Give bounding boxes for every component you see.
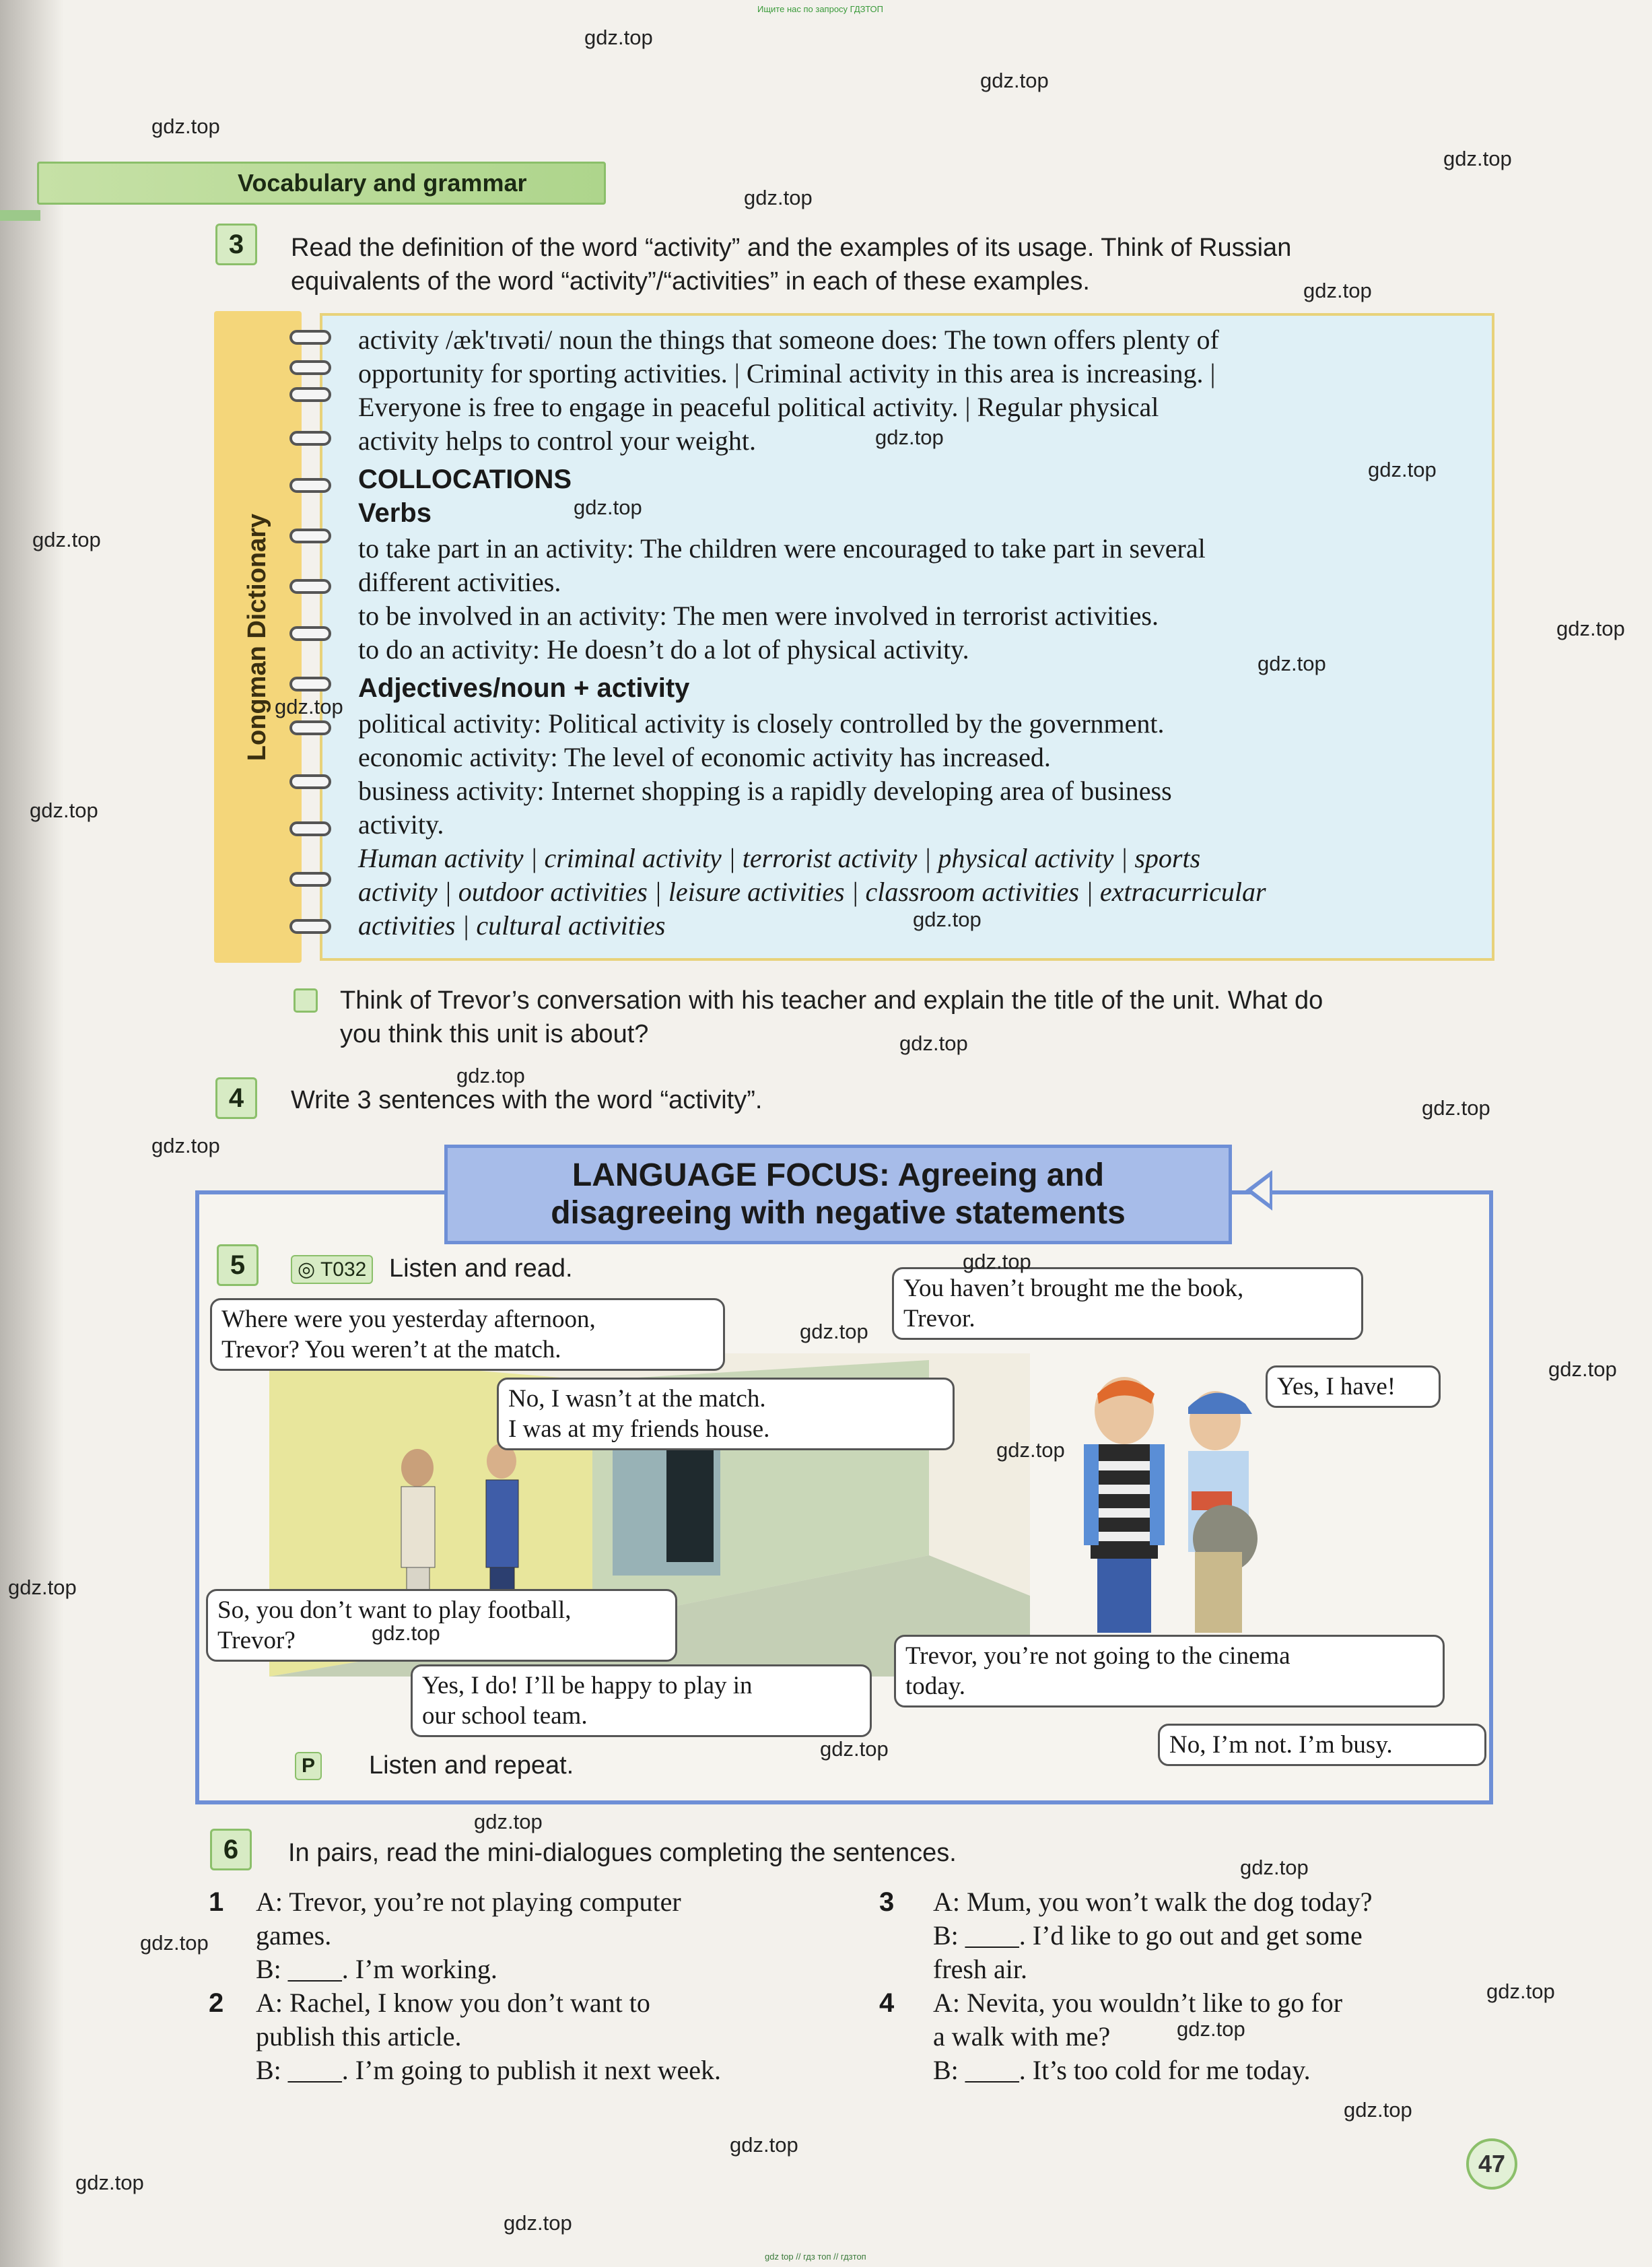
binder-ring [289,919,331,934]
exercise-6-number: 6 [210,1829,252,1870]
top-notice: Ищите нас по запросу ГДЗТОП [757,4,884,14]
speech-bubble [1266,1365,1441,1408]
dialogue-line: A: Mum, you won’t walk the dog today? [933,1887,1373,1917]
trevor-body [486,1480,518,1567]
bubble-line: Yes, I have! [1277,1373,1396,1400]
exercise-5-text: Listen and read. [389,1254,573,1283]
spine-green-mark [0,210,40,221]
watermark: gdz.top [1177,2017,1245,2041]
section-title: Vocabulary and grammar [37,162,606,205]
verbs-heading: Verbs [358,498,432,528]
watermark: gdz.top [913,908,982,931]
watermark: gdz.top [1368,458,1437,481]
dialogue-line: A: Rachel, I know you don’t want to [256,1988,650,2018]
dictionary-tab-label: Longman Dictionary [243,513,272,761]
watermark: gdz.top [963,1250,1031,1273]
dictionary-line: different activities. [358,567,561,597]
watermark: gdz.top [584,26,653,49]
language-focus-line-1: LANGUAGE FOCUS: Agreeing and [572,1157,1105,1193]
boy1-jeans [1097,1559,1151,1633]
arrow-icon-inner [1252,1177,1270,1204]
speech-bubble [1158,1724,1486,1766]
bubble-line: No, I wasn’t at the match. [508,1385,766,1413]
watermark: gdz.top [820,1737,889,1761]
watermark: gdz.top [1422,1096,1490,1120]
item-number: 1 [209,1887,224,1917]
watermark: gdz.top [151,114,220,138]
dialogue-line: B: ____. I’m going to publish it next week. [256,2055,722,2085]
dictionary-line: business activity: Internet shopping is a rapidly developing area of business [358,776,1172,806]
watermark: gdz.top [456,1064,525,1087]
dialogue-line: A: Trevor, you’re not playing computer [256,1887,681,1917]
item-number: 2 [209,1988,224,2018]
bubble-line: Where were you yesterday afternoon, [221,1306,596,1333]
doorway [666,1434,714,1562]
watermark: gdz.top [1443,147,1512,170]
dictionary-line: activity /æk'tɪvəti/ noun the things that someone does: The town offers plenty of [358,325,1219,355]
watermark: gdz.top [574,496,642,519]
watermark: gdz.top [1303,279,1372,302]
binder-ring [289,872,331,887]
pronunciation-tag: P [295,1752,322,1780]
listen-repeat-text: Listen and repeat. [369,1751,574,1780]
watermark: gdz.top [1486,1980,1555,2003]
binder-ring [289,579,331,594]
dictionary-line: activities | cultural activities [358,910,666,941]
think-line-2: you think this unit is about? [340,1020,649,1048]
bubble-line: I was at my friends house. [508,1415,770,1443]
boy1-vest [1150,1444,1165,1545]
boy1-stripe [1091,1461,1158,1470]
item-number: 4 [879,1988,895,2018]
speech-bubble [894,1635,1445,1707]
dialogue-line: B: ____. I’m working. [256,1954,497,1984]
exercise-3-number: 3 [215,224,257,265]
speech-bubble [206,1589,677,1662]
bubble-line: Trevor. [903,1305,975,1332]
dictionary-line: to be involved in an activity: The men were involved in terrorist activities. [358,601,1159,631]
boy2-cap [1188,1393,1252,1414]
bubble-line: Trevor? You weren’t at the match. [221,1336,561,1363]
boy1-stripe [1091,1532,1158,1541]
boy1-stripe [1091,1508,1158,1518]
audio-track-id: T032 [320,1258,367,1281]
dialogue-line: A: Nevita, you wouldn’t like to go for [933,1988,1343,2018]
watermark: gdz.top [899,1031,968,1055]
binder-ring [289,387,331,402]
binder-ring [289,431,331,446]
watermark: gdz.top [800,1320,868,1343]
teacher-body [401,1487,435,1567]
watermark: gdz.top [1548,1357,1617,1381]
watermark: gdz.top [744,186,813,209]
watermark: gdz.top [32,528,101,551]
exercise-4-number: 4 [215,1077,257,1119]
dictionary-line: Everyone is free to engage in peaceful political activity. | Regular physical [358,392,1159,422]
binder-ring [289,478,331,493]
page-spine-shadow [0,0,64,2267]
page-number: 47 [1466,2138,1517,2190]
boy2-trousers [1195,1552,1242,1633]
task-marker-icon [294,988,318,1013]
audio-track-tag[interactable] [291,1255,373,1284]
exercise-4-text: Write 3 sentences with the word “activity”. [291,1086,763,1114]
binder-ring [289,774,331,789]
dictionary-line: Human activity | criminal activity | terrorist activity | physical activity | sports [358,843,1201,873]
binder-ring [289,360,331,375]
binder-ring [289,626,331,641]
watermark: gdz.top [1344,2098,1412,2122]
bubble-line: Trevor, you’re not going to the cinema [905,1642,1290,1670]
watermark: gdz.top [474,1810,543,1833]
dictionary-line: political activity: Political activity is closely controlled by the government. [358,708,1165,739]
exercise-5-number: 5 [217,1244,259,1286]
watermark: gdz.top [372,1621,440,1645]
watermark: gdz.top [1240,1856,1309,1879]
watermark: gdz.top [1556,617,1625,640]
speech-bubble [892,1267,1363,1340]
adjectives-heading: Adjectives/noun + activity [358,673,690,703]
teacher-head [401,1449,434,1487]
speech-bubble [210,1298,725,1371]
binder-ring [289,529,331,543]
dictionary-line: to do an activity: He doesn’t do a lot of physical activity. [358,634,969,665]
watermark: gdz.top [1258,652,1326,675]
dialogue-line: fresh air. [933,1954,1027,1984]
language-focus-line-2: disagreeing with negative statements [551,1195,1126,1231]
boy1-stripe [1091,1485,1158,1494]
bubble-line: today. [905,1672,966,1700]
binder-ring [289,677,331,691]
boy1-vest [1084,1444,1099,1545]
watermark: gdz.top [8,1576,77,1599]
audio-icon: ◎ [298,1258,316,1281]
exercise-3-line-2: equivalents of the word “activity”/“activities” in each of these examples. [291,267,1090,296]
dialogue-line: games. [256,1920,332,1951]
collocations-heading: COLLOCATIONS [358,465,572,494]
bubble-line: Trevor? [217,1627,296,1654]
exercise-3-line-1: Read the definition of the word “activity” and the examples of its usage. Think of Russian [291,234,1292,262]
watermark: gdz.top [75,2171,144,2194]
language-focus-title [444,1145,1232,1244]
watermark: gdz.top [275,695,343,718]
dictionary-line: opportunity for sporting activities. | Criminal activity in this area is increasing. | [358,358,1216,388]
watermark: gdz.top [30,799,98,822]
bubble-line: our school team. [422,1702,588,1730]
illustration-two-boys [1023,1367,1306,1636]
watermark: gdz.top [504,2211,572,2235]
exercise-6-text: In pairs, read the mini-dialogues completing the sentences. [288,1839,957,1867]
bubble-line: You haven’t brought me the book, [903,1275,1244,1302]
dialogue-line: B: ____. I’d like to go out and get some [933,1920,1363,1951]
think-line-1: Think of Trevor’s conversation with his teacher and explain the title of the unit. What do [340,986,1323,1015]
bottom-notice: gdz top // гдз топ // гдзтоп [765,2252,866,2262]
speech-bubble [411,1664,872,1737]
binder-ring [289,720,331,735]
watermark: gdz.top [730,2133,798,2157]
dictionary-line: economic activity: The level of economic activity has increased. [358,742,1051,772]
dialogue-line: publish this article. [256,2021,462,2052]
item-number: 3 [879,1887,895,1917]
speech-bubble [497,1378,955,1450]
watermark: gdz.top [875,426,944,449]
binder-ring [289,330,331,345]
dictionary-line: activity helps to control your weight. [358,426,756,456]
watermark: gdz.top [980,69,1049,92]
dictionary-tab-label-wrap [214,311,302,963]
binder-ring [289,821,331,836]
watermark: gdz.top [996,1438,1065,1462]
bubble-line: Yes, I do! I’ll be happy to play in [422,1672,753,1699]
dictionary-line: activity. [358,809,444,840]
dictionary-line: to take part in an activity: The children were encouraged to take part in several [358,533,1206,564]
watermark: gdz.top [140,1931,209,1955]
bubble-line: So, you don’t want to play football, [217,1596,572,1624]
watermark: gdz.top [151,1134,220,1157]
dictionary-line: activity | outdoor activities | leisure activities | classroom activities | extracurricular [358,877,1266,907]
bubble-line: No, I’m not. I’m busy. [1169,1731,1393,1759]
dialogue-line: B: ____. It’s too cold for me today. [933,2055,1311,2085]
dialogue-line: a walk with me? [933,2021,1111,2052]
